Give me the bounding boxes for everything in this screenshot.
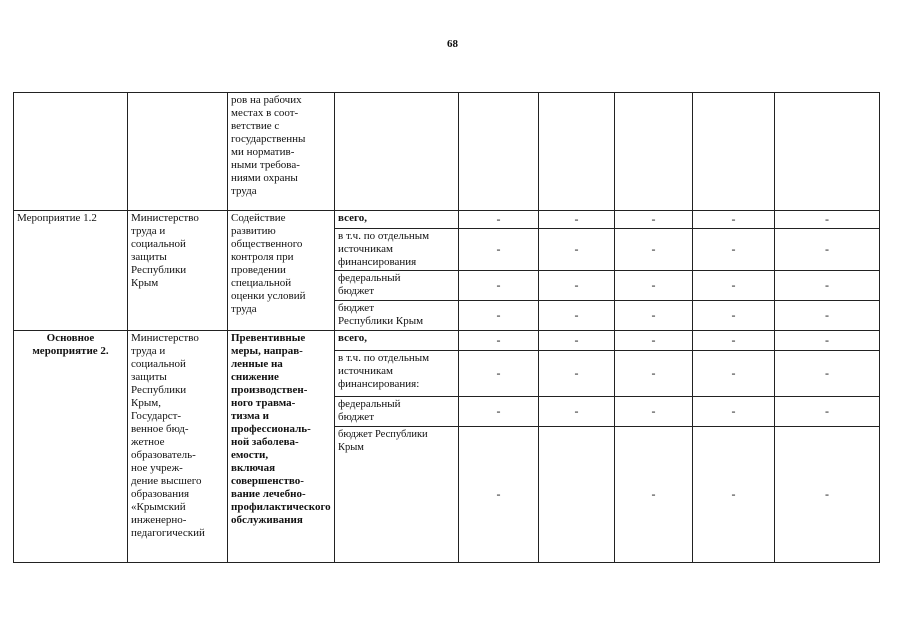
event-name-cell: Мероприятие 1.2 — [14, 211, 128, 331]
value-cell: - — [775, 229, 880, 271]
value-cell: - — [615, 229, 693, 271]
value-cell: - — [775, 271, 880, 301]
table-row — [14, 331, 880, 351]
value-cell: - — [539, 397, 615, 427]
goal-cell: Содействие развитию общественного контроля при проведении специальной оценки условий труда — [228, 211, 335, 331]
source-cell: в т.ч. по отдельным источникам финансирования — [335, 229, 459, 271]
value-cell: - — [693, 427, 775, 563]
value-cell: - — [459, 397, 539, 427]
value-cell: - — [775, 331, 880, 351]
value-cell: - — [693, 229, 775, 271]
value-cell: - — [693, 211, 775, 229]
value-cell: - — [459, 211, 539, 229]
value-cell: - — [615, 351, 693, 397]
value-cell: - — [615, 397, 693, 427]
value-cell: - — [459, 271, 539, 301]
value-cell: - — [539, 331, 615, 351]
value-cell: - — [693, 271, 775, 301]
value-cell: - — [615, 427, 693, 563]
value-cell: - — [615, 271, 693, 301]
value-cell: - — [775, 301, 880, 331]
value-cell: - — [459, 331, 539, 351]
table-row — [14, 93, 880, 211]
value-cell: - — [775, 397, 880, 427]
goal-cell: Превентивные меры, направ- ленные на снижение производствен- ного травма- тизма и профессиональ- ной заболева- емости, включая совершенство- вание лечебно- профилактического обслуживания — [228, 331, 335, 563]
value-cell: - — [693, 331, 775, 351]
page-number: 68 — [447, 38, 458, 50]
source-cell: в т.ч. по отдельным источникам финансирования: — [335, 351, 459, 397]
value-cell: - — [693, 351, 775, 397]
value-cell: - — [459, 229, 539, 271]
value-cell: - — [775, 211, 880, 229]
source-cell: федеральный бюджет — [335, 271, 459, 301]
source-cell: федеральный бюджет — [335, 397, 459, 427]
source-cell: всего, — [335, 331, 459, 351]
source-cell: всего, — [335, 211, 459, 229]
value-cell: - — [693, 397, 775, 427]
table-row — [14, 211, 880, 229]
value-cell: - — [459, 351, 539, 397]
value-cell: - — [539, 229, 615, 271]
value-cell: - — [539, 271, 615, 301]
event-name-cell: Основное мероприятие 2. — [14, 331, 128, 563]
source-cell: бюджет Республики Крым — [335, 427, 459, 563]
value-cell: - — [775, 427, 880, 563]
value-cell — [539, 427, 615, 563]
value-cell: - — [615, 211, 693, 229]
value-cell: - — [539, 301, 615, 331]
program-table — [13, 92, 880, 563]
value-cell: - — [459, 427, 539, 563]
executor-cell: Министерство труда и социальной защиты Республики Крым — [128, 211, 228, 331]
value-cell: - — [775, 351, 880, 397]
source-cell: бюджет Республики Крым — [335, 301, 459, 331]
value-cell: - — [539, 211, 615, 229]
value-cell: - — [459, 301, 539, 331]
executor-cell: Министерство труда и социальной защиты Республики Крым, Государст- венное бюд- жетное образователь- ное учреж- дение высшего образования «Крымский инженерно- педагогический — [128, 331, 228, 563]
value-cell: - — [615, 331, 693, 351]
value-cell: - — [615, 301, 693, 331]
goal-cell: ров на рабочих местах в соот- ветствие с государственны ми норматив- ными требова- ниями охраны труда — [228, 93, 335, 211]
value-cell: - — [539, 351, 615, 397]
value-cell: - — [693, 301, 775, 331]
